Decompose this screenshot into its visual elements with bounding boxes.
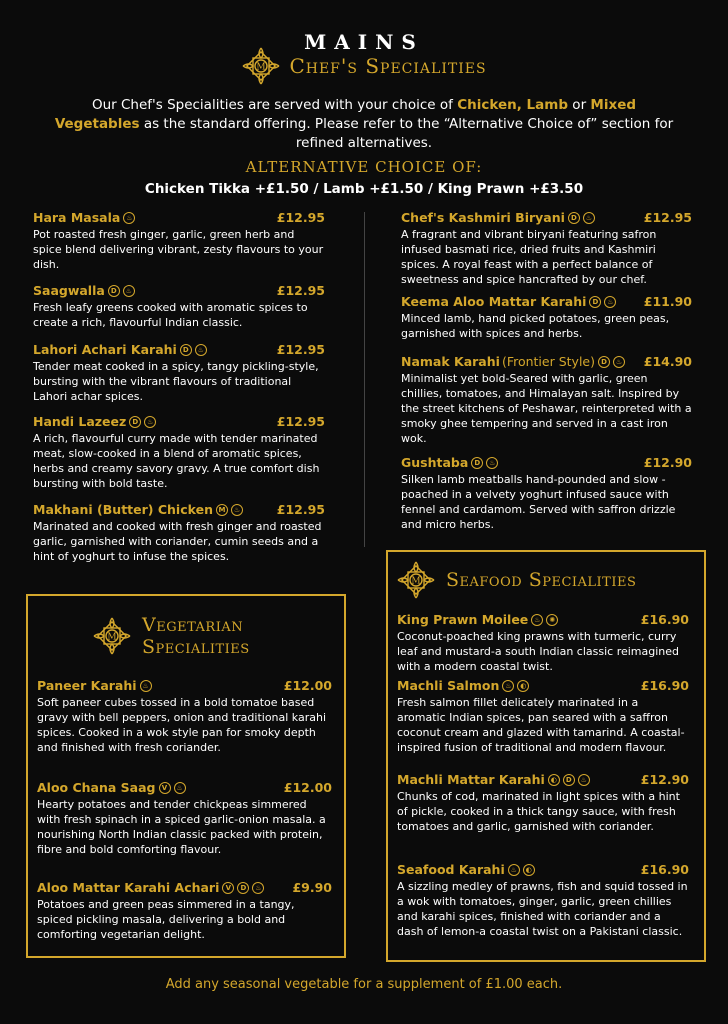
item-description: Fresh salmon fillet delicately marinated in a aromatic Indian spices, pan seared with a saffron coconut cream and glazed with tamarind. A coastal-inspired fusion of traditional and modern flavour. xyxy=(397,696,685,754)
emblem-icon xyxy=(92,616,132,656)
item-description: A rich, flavourful curry made with tender marinated meat, slow-cooked in a blend of aromatic spices, herbs and creamy savory gravy. A true comfort dish bursting with bold taste. xyxy=(33,432,320,490)
vegetarian-title-1: Vegetarian xyxy=(142,614,244,636)
item-description: Tender meat cooked in a spicy, tangy pickling-style, bursting with the vibrant flavours of traditional Lahori achar spices. xyxy=(33,360,319,403)
svg-text:M: M xyxy=(256,62,267,73)
chili-icon: ♨ xyxy=(144,416,156,428)
dairy-icon: D xyxy=(180,344,192,356)
dairy-icon: D xyxy=(129,416,141,428)
item-price: £12.95 xyxy=(276,283,325,298)
item-description: Minimalist yet bold-Seared with garlic, green chillies, tomatoes, and Himalayan salt. Inspired by the street kitchens of Peshawar, reinterpreted with a smoky ghee tempering and served in a cast iron wok. xyxy=(401,372,692,445)
fish-icon: ◐ xyxy=(517,680,529,692)
item-name: Namak Karahi xyxy=(401,354,500,369)
dairy-icon: D xyxy=(589,296,601,308)
item-description: A fragrant and vibrant biryani featuring safron infused basmati rice, dried fruits and Kashmiri spices. A royal feast with a perfect balance of sweetness and spice hancrafted by our chef. xyxy=(401,228,657,286)
vegan-icon: V xyxy=(222,882,234,894)
item-note: (Frontier Style) xyxy=(501,354,595,369)
menu-item xyxy=(397,612,689,674)
item-price: £16.90 xyxy=(640,612,689,627)
seafood-heading xyxy=(396,560,636,600)
vegan-icon: V xyxy=(159,782,171,794)
chili-icon: ♨ xyxy=(123,212,135,224)
chili-icon: ♨ xyxy=(531,614,543,626)
alternative-prices: Chicken Tikka +£1.50 / Lamb +£1.50 / King Prawn +£3.50 xyxy=(144,181,584,197)
item-price: £12.90 xyxy=(643,455,692,470)
column-divider xyxy=(364,212,365,547)
svg-text:M: M xyxy=(411,576,421,587)
chili-icon: ♨ xyxy=(231,504,243,516)
item-name: Handi Lazeez xyxy=(33,414,127,429)
menu-item xyxy=(401,354,692,446)
emblem-icon xyxy=(396,560,436,600)
item-price: £12.00 xyxy=(283,780,332,795)
chili-icon: ♨ xyxy=(174,782,186,794)
vegetarian-heading xyxy=(92,614,250,658)
item-price: £14.90 xyxy=(643,354,692,369)
chili-icon: ♨ xyxy=(508,864,520,876)
menu-item xyxy=(33,502,325,564)
item-description: Marinated and cooked with fresh ginger and roasted garlic, garnished with coriander, cumin seeds and a hint of yoghurt to infuse the spices. xyxy=(33,520,322,563)
item-price: £9.90 xyxy=(292,880,332,895)
menu-item xyxy=(33,210,325,272)
emblem-icon xyxy=(241,46,281,86)
item-name: Keema Aloo Mattar Karahi xyxy=(401,294,587,309)
item-name: Hara Masala xyxy=(33,210,121,225)
item-price: £12.00 xyxy=(283,678,332,693)
menu-item xyxy=(33,342,325,404)
chili-icon: ♨ xyxy=(502,680,514,692)
menu-item xyxy=(37,880,332,942)
menu-item xyxy=(37,678,332,755)
menu-item xyxy=(401,210,692,287)
section-heading xyxy=(0,46,728,86)
item-description: Fresh leafy greens cooked with aromatic spices to create a rich, flavourful Indian classic. xyxy=(33,301,308,329)
seafood-title: Seafood Specialities xyxy=(446,569,637,591)
item-description: A sizzling medley of prawns, fish and squid tossed in a wok with tomatoes, ginger, garlic, green chillies and karahi spices, finished with coriander and a dash of lemon-a coastal twist on a Pakistani classic. xyxy=(397,880,688,938)
item-price: £12.95 xyxy=(276,502,325,517)
footer-note: Add any seasonal vegetable for a supplement of £1.00 each. xyxy=(165,977,563,992)
intro-text: Our Chef's Specialities are served with your choice of Chicken, Lamb or Mixed Vegetables as the standard offering. Please refer to the “Alternative Choice of” section for refined alternatives. xyxy=(54,97,674,151)
item-price: £12.95 xyxy=(276,210,325,225)
item-name: Saagwalla xyxy=(33,283,105,298)
item-description: Soft paneer cubes tossed in a bold tomatoe based gravy with bell peppers, onion and traditional karahi spices. Cooked in a wok style pan for smoky depth and finished with fresh coriander. xyxy=(37,696,327,754)
item-price: £16.90 xyxy=(640,678,689,693)
chili-icon: ♨ xyxy=(613,356,625,368)
section-subtitle: Chef's Specialities xyxy=(289,54,487,78)
vegetarian-title-2: Specialities xyxy=(142,636,250,658)
item-price: £12.95 xyxy=(276,342,325,357)
shellfish-icon: ✺ xyxy=(546,614,558,626)
menu-item xyxy=(401,455,692,532)
dairy-icon: D xyxy=(108,285,120,297)
item-name: Aloo Chana Saag xyxy=(37,780,156,795)
item-description: Chunks of cod, marinated in light spices with a hint of pickle, cooked in a thick tangy sauce, with fresh tomatoes and garlic, garnished with coriander. xyxy=(397,790,680,833)
item-price: £12.90 xyxy=(640,772,689,787)
item-price: £12.95 xyxy=(276,414,325,429)
item-price: £16.90 xyxy=(640,862,689,877)
item-description: Hearty potatoes and tender chickpeas simmered with fresh spinach in a spiced garlic-onion masala. a nourishing North Indian classic packed with protein, fibre and bold comforting flavour. xyxy=(37,798,326,856)
item-name: Paneer Karahi xyxy=(37,678,137,693)
item-description: Potatoes and green peas simmered in a tangy, spiced pickling masala, delivering a bold and comforting vegetarian delight. xyxy=(37,898,295,941)
dairy-icon: D xyxy=(568,212,580,224)
page-title: MAINS xyxy=(304,30,424,54)
item-name: Aloo Mattar Karahi Achari xyxy=(37,880,220,895)
item-description: Minced lamb, hand picked potatoes, green peas, garnished with spices and herbs. xyxy=(401,312,670,340)
menu-item xyxy=(401,294,692,341)
mild-icon: M xyxy=(216,504,228,516)
dairy-icon: D xyxy=(471,457,483,469)
menu-item xyxy=(33,414,325,491)
fish-icon: ◐ xyxy=(523,864,535,876)
item-name: Makhani (Butter) Chicken xyxy=(33,502,213,517)
item-description: Silken lamb meatballs hand-pounded and slow - poached in a velvety yoghurt infused sauce with fennel and cardamom. Served with saffron drizzle and micro herbs. xyxy=(401,473,676,531)
dairy-icon: D xyxy=(598,356,610,368)
chili-icon: ♨ xyxy=(604,296,616,308)
alternative-heading: ALTERNATIVE CHOICE OF: xyxy=(245,158,483,176)
menu-item xyxy=(397,678,689,755)
chili-icon: ♨ xyxy=(583,212,595,224)
item-name: King Prawn Moilee xyxy=(397,612,529,627)
chili-icon: ♨ xyxy=(123,285,135,297)
item-name: Seafood Karahi xyxy=(397,862,505,877)
chili-icon: ♨ xyxy=(140,680,152,692)
chili-icon: ♨ xyxy=(195,344,207,356)
item-name: Lahori Achari Karahi xyxy=(33,342,177,357)
svg-text:M: M xyxy=(107,632,117,643)
item-name: Chef's Kashmiri Biryani xyxy=(401,210,565,225)
chili-icon: ♨ xyxy=(252,882,264,894)
menu-item xyxy=(397,862,689,939)
item-price: £12.95 xyxy=(643,210,692,225)
fish-icon: ◐ xyxy=(548,774,560,786)
menu-item xyxy=(33,283,325,330)
item-name: Gushtaba xyxy=(401,455,469,470)
menu-item xyxy=(37,780,332,857)
item-price: £11.90 xyxy=(643,294,692,309)
item-description: Coconut-poached king prawns with turmeric, curry leaf and mustard-a south Indian classic reimagined with a modern coastal twist. xyxy=(397,630,680,673)
item-name: Machli Salmon xyxy=(397,678,500,693)
dairy-icon: D xyxy=(237,882,249,894)
item-name: Machli Mattar Karahi xyxy=(397,772,545,787)
chili-icon: ♨ xyxy=(486,457,498,469)
item-description: Pot roasted fresh ginger, garlic, green herb and spice blend delivering vibrant, zesty flavours to your dish. xyxy=(33,228,324,271)
dairy-icon: D xyxy=(563,774,575,786)
menu-item xyxy=(397,772,689,834)
chili-icon: ♨ xyxy=(578,774,590,786)
